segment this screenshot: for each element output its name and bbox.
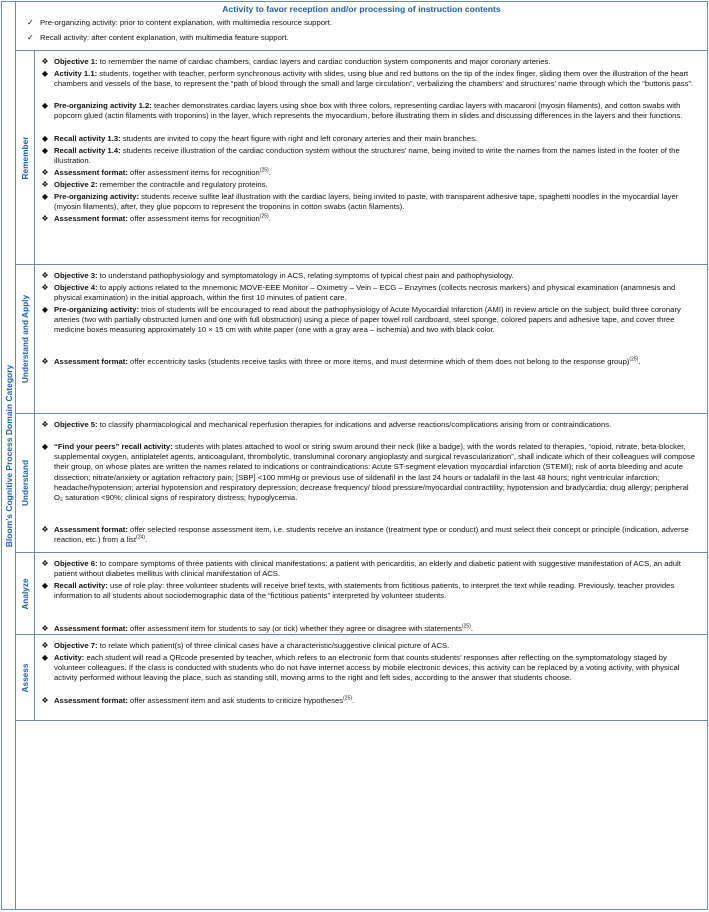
item-text: offer eccentricity tasks (students receive tasks with three or more items, and must determine which of them does not belong to the response group): [127, 357, 630, 366]
list-item: [41, 695, 699, 706]
diamond-bullet-icon: ◆: [41, 192, 49, 201]
list-item: [41, 283, 699, 303]
item-text: to classify pharmacological and mechanical reperfusion therapies for indications and adverse reactions/complications arising from or contraindications.: [97, 420, 612, 429]
section-analyze: [16, 553, 707, 635]
item-text: remember the contractile and regulatory proteins.: [97, 180, 268, 189]
item-text: offer assessment items for recognition: [127, 214, 260, 223]
item-text: students, together with teacher, perform synchronous activity with slides, using blue and red buttons on the tip of the index finger, sliding them over the illustration of the heart chambers and vessels of the base, to represent the “path of blood through the small and large circulation”, verbalizing the chambers’ and structures’ name through which the “buttons pass”.: [54, 69, 694, 89]
header-item: ✓ Recall activity: after content explanation, with multimedia feature support.: [27, 33, 289, 42]
item-text: use of role play: three volunteer students will receive brief texts, with statements from fictitious patients, to interpret the text while reading. Previously, teacher provides information to all students about sociodemographic data of the “fictitious patients” interpreted by volunteer students.: [54, 581, 675, 601]
diamond-bullet-icon: ◆: [41, 581, 49, 590]
item-tail: .: [268, 214, 271, 223]
item-tail: .: [144, 535, 148, 545]
diamond-bullet-icon: ◆: [41, 69, 49, 78]
citation: (25): [629, 356, 639, 363]
section-label-cell: [16, 51, 35, 264]
list-item: [41, 213, 699, 224]
item-lead: Recall activity 1.3:: [54, 134, 121, 143]
citation: (25): [343, 695, 353, 702]
item-lead: Assessment format:: [54, 357, 128, 366]
section-label: Understand and Apply: [20, 294, 30, 384]
item-lead: Activity:: [54, 653, 85, 662]
section-label-cell: [16, 265, 35, 413]
citation: (25): [461, 623, 471, 630]
list-item: [41, 69, 699, 89]
list-item: [41, 653, 699, 684]
item-text: offer assessment item and ask students to criticize hypotheses: [127, 696, 344, 705]
item-tail: .: [352, 696, 355, 705]
item-lead: Recall activity 1.4:: [54, 146, 121, 155]
four-diamond-bullet-icon: ❖: [41, 624, 49, 633]
item-text: students are invited to copy the heart figure with right and left coronary arteries and their main branches.: [120, 134, 478, 143]
section-body: [35, 553, 707, 634]
item-text: teacher demonstrates cardiac layers using shoe box with three colors, representing cardiac layers with macaroni (myosin filaments), and cotton swabs with popcorn glued (actin filaments with troponins) in the layer, which represents the myocardium, before illustrating them in slides and discussing differences in the layers and their functions.: [54, 101, 683, 121]
item-lead: Pre-organizing activity:: [54, 305, 140, 314]
list-item: [41, 146, 699, 166]
item-text: offer selected response assessment item, i.e. students receive an instance (treatment type or conduct) and must select their concept or principle (indication, adverse reaction, etc.) from a list: [54, 525, 689, 545]
item-text: students receive illustration of the cardiac conduction system without the structures’ name, being invited to write the names from the names listed in the footer of the illustration.: [54, 146, 680, 166]
item-lead: Assessment format:: [54, 168, 128, 177]
bloom-category-column: [2, 2, 16, 909]
citation: (24): [136, 534, 145, 541]
list-item: [41, 420, 699, 430]
diamond-bullet-icon: ◆: [41, 134, 49, 143]
item-lead: Objective 1:: [54, 57, 98, 66]
item-lead: Assessment format:: [54, 525, 128, 534]
item-lead: Assessment format:: [54, 214, 128, 223]
section-remember: [16, 51, 707, 265]
item-lead: Pre-organizing activity:: [54, 192, 140, 201]
section-label-cell: [16, 553, 35, 634]
item-tail: .: [470, 624, 473, 633]
item-text: students receive sulfite leaf illustration with the cardiac layers, being invited to paste, with transparent adhesive tape, spaghetti noodles in the myocardial layer (myosin filaments), after, they glue popcorn to represent the troponins in cotton swabs (actin filaments).: [54, 192, 679, 212]
item-text: offer assessment items for recognition: [127, 168, 260, 177]
four-diamond-bullet-icon: ❖: [41, 57, 49, 66]
item-lead: Objective 7:: [54, 641, 98, 650]
section-body: [35, 265, 707, 413]
instruction-table: [1, 1, 708, 910]
four-diamond-bullet-icon: ❖: [41, 696, 49, 705]
four-diamond-bullet-icon: ❖: [41, 214, 49, 223]
item-lead: Activity 1.1:: [54, 69, 98, 78]
section-assess: [16, 635, 707, 721]
list-item: [41, 559, 699, 579]
section-label: Remember: [20, 136, 30, 179]
item-lead: Objective 2:: [54, 180, 98, 189]
list-item: [41, 134, 699, 144]
section-label-cell: [16, 635, 35, 720]
item-tail: .: [638, 357, 641, 366]
item-text: trios of students will be encouraged to read about the pathophysiology of Acute Myocardial Infarction (AMI) in review article on the subject, build three coronary arteries (two with partially obstructed lumen and one with full obstruction) using a piece of paper towel roll cardboard, steel sponge, colored papers and adhesive tape, and cover three medicine boxes measuring approximately 10 × 15 cm with white paper (one with a gray area – ischemia) and two with black color.: [54, 305, 681, 335]
diamond-bullet-icon: ◆: [41, 146, 49, 155]
item-lead: Assessment format:: [54, 696, 128, 705]
item-text: to apply actions related to the mnemonic MOVE-EEE Monitor – Oximetry – Vein – ECG – Enzymes (collects necrosis markers) and physical examination (anamnesis and physical examination) in the initial approach, within the first 10 minutes of patient care.: [54, 283, 676, 303]
section-body: [35, 51, 707, 264]
section-label-cell: [16, 414, 35, 552]
table-header: [16, 2, 707, 51]
item-text: to compare symptoms of three patients with clinical manifestations: a patient with pericarditis, an elderly and diabetic patient with suggestive manifestation of ACS, an adult patient without diabetes mellitus with clinical manifestation of ACS.: [54, 559, 681, 579]
item-lead: Pre-organizing activity 1.2:: [54, 101, 152, 110]
list-item: [41, 192, 699, 212]
section-understand-and-apply: [16, 265, 707, 414]
section-body: [35, 635, 707, 720]
citation: (25): [259, 213, 269, 220]
bloom-category-label: Bloom’s Cognitive Process Domain Category: [3, 364, 14, 547]
four-diamond-bullet-icon: ❖: [41, 357, 49, 366]
diamond-bullet-icon: ◆: [41, 442, 49, 451]
section-understand: [16, 414, 707, 553]
list-item: [41, 581, 699, 601]
list-item: [41, 57, 699, 67]
section-label: Understand: [20, 459, 30, 507]
item-lead: Recall activity:: [54, 581, 108, 590]
list-item: [41, 442, 699, 503]
diamond-bullet-icon: ◆: [41, 653, 49, 662]
item-text: to remember the name of cardiac chambers, cardiac layers and cardiac conduction system components and major coronary arteries.: [97, 57, 551, 66]
four-diamond-bullet-icon: ❖: [41, 168, 49, 177]
section-label: Assess: [20, 662, 30, 693]
four-diamond-bullet-icon: ❖: [41, 283, 49, 292]
list-item: [41, 623, 699, 634]
four-diamond-bullet-icon: ❖: [41, 641, 49, 650]
item-lead: Objective 5:: [54, 420, 98, 429]
list-item: [41, 180, 699, 190]
diamond-bullet-icon: ◆: [41, 101, 49, 110]
citation: (25): [259, 167, 269, 174]
four-diamond-bullet-icon: ❖: [41, 525, 49, 534]
item-lead: Objective 4:: [54, 283, 98, 292]
item-lead: Assessment format:: [54, 624, 128, 633]
item-lead: Objective 6:: [54, 559, 98, 568]
list-item: [41, 167, 699, 178]
list-item: [41, 271, 699, 281]
header-item: ✓ Pre-organizing activity: prior to content explanation, with multimedia resource support.: [27, 18, 332, 27]
four-diamond-bullet-icon: ❖: [41, 271, 49, 280]
item-text: students with plates attached to wool or string swum around their neck (like a badge), with the words related to therapies, “opioid, nitrate, beta-blocker, supplemental oxygen, antiplatelet agents, anticoagulant, thrombolytic, transluminal coronary angioplasty and surgical revascularization”, shall indicate which of their colleagues will compose their group, on whose plates are written the names related to indications or contraindications: Acute ST-segment elevation myocardial infarction (STEMI); risk of aorta bleeding and acute dissection; nitrate/anxiety or agitation refractory pain; [SBP] <100 mmHg or previous use of sildenafil in the last 24 hours or tadalafil in the last 48 hours; right ventricular infarction; headache/hypotension; arterial hypotension and respiratory depression; decrease frequency/ blood pressure/myocardial contractility; hypotension and bradycardia; drug allergy; peripheral O₂ saturation <90%; clinical signs of respiratory distress; hypoglycemia.: [54, 442, 695, 503]
four-diamond-bullet-icon: ❖: [41, 420, 49, 429]
section-label: Analyze: [20, 577, 30, 610]
table-title: Activity to favor reception and/or processing of instruction contents: [222, 4, 501, 14]
item-lead: “Find your peers” recall activity:: [54, 442, 173, 451]
list-item: [41, 305, 699, 336]
check-icon: ✓: [27, 18, 34, 27]
four-diamond-bullet-icon: ❖: [41, 559, 49, 568]
list-item: [41, 101, 699, 121]
item-text: to understand pathophysiology and symptomatology in ACS, relating symptoms of typical chest pain and pathophysiology.: [97, 271, 514, 280]
item-tail: .: [268, 168, 271, 177]
check-icon: ✓: [27, 33, 34, 42]
item-text: offer assessment item for students to say (or tick) whether they agree or disagree with statements: [127, 624, 462, 633]
item-lead: Objective 3:: [54, 271, 98, 280]
diamond-bullet-icon: ◆: [41, 305, 49, 314]
four-diamond-bullet-icon: ❖: [41, 180, 49, 189]
list-item: [41, 641, 699, 651]
section-body: [35, 414, 707, 552]
item-text: to relate which patient(s) of three clinical cases have a characteristic/suggestive clinical picture of ACS.: [97, 641, 450, 650]
list-item: [41, 525, 699, 545]
item-text: each student will read a QRcode presented by teacher, which refers to an electronic form that counts students’ responses after reflecting on the symptomatology staged by volunteer colleagues. If the class is conducted with students who do not have internet access by mobile electronic devices, this activity can be replaced by a voting activity, with physical activity performed without leaving the place, such as standing still, moving arms to the right and left sides, according to the answer that students choose.: [54, 653, 680, 683]
list-item: [41, 356, 699, 367]
